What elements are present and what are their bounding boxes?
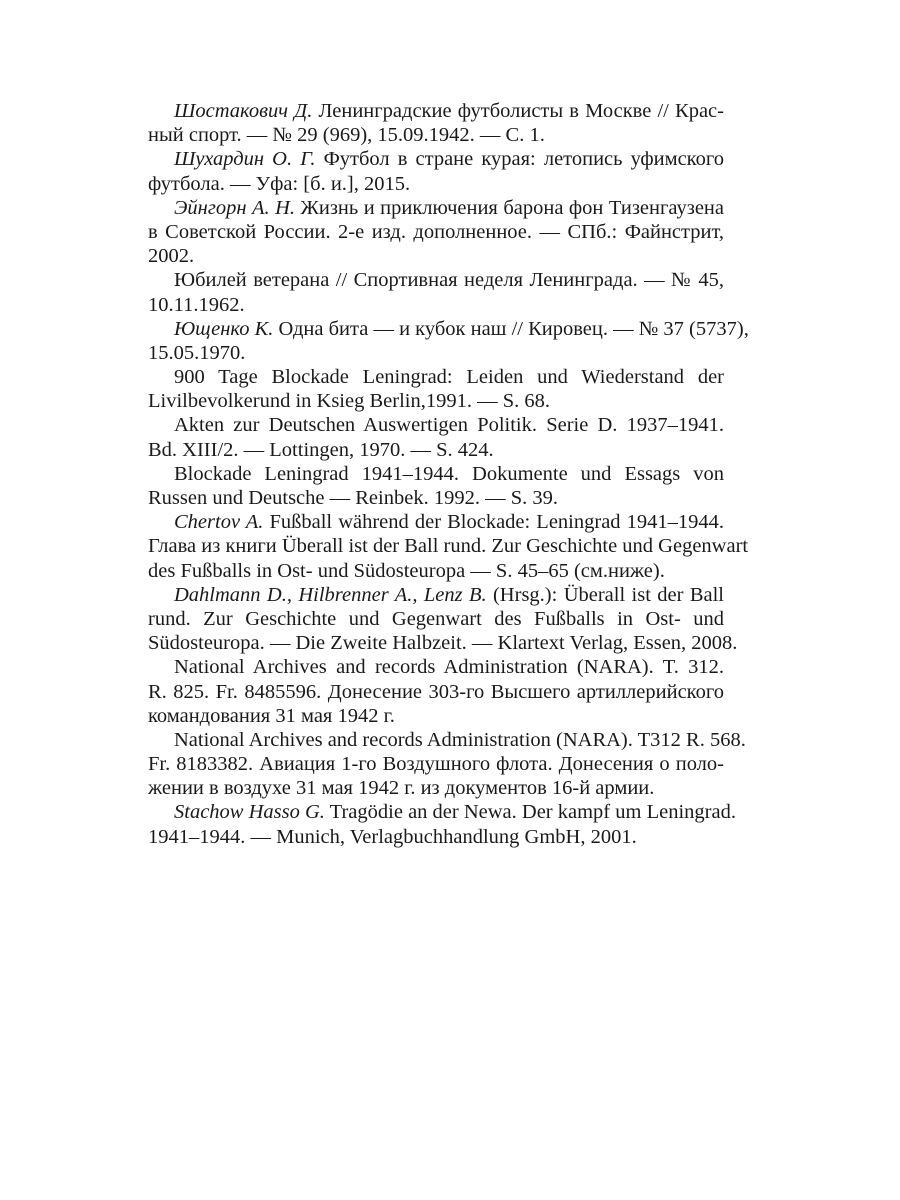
- bibliography-entry: [148, 462, 724, 510]
- bibliography-entry: [148, 365, 724, 413]
- entry-line: [148, 413, 724, 437]
- entry-text: 1941–1944. — Munich, Verlagbuchhandlung GmbH, 2001.: [148, 825, 637, 848]
- entry-text: в Советской России. 2-е изд. дополненное. — СПб.: Файнстрит,: [148, 220, 724, 243]
- bibliography-entry: [148, 147, 724, 195]
- entry-line: [148, 728, 746, 752]
- entry-line: [148, 800, 736, 824]
- entry-text: (Hrsg.): Überall ist der Ball: [486, 583, 724, 606]
- entry-text: Tragödie an der Newa. Der kampf um Leningrad.: [324, 801, 736, 824]
- entry-text: жении в воздухе 31 мая 1942 г. из документов 16-й армии.: [148, 777, 655, 800]
- entry-line: [148, 559, 724, 583]
- entry-text: 900 Tage Blockade Leningrad: Leiden und Wiederstand der: [174, 366, 724, 389]
- entry-line: [148, 680, 724, 704]
- bibliography-entry: [148, 728, 746, 801]
- entry-author: Chertov A.: [174, 511, 264, 534]
- entry-text: Юбилей ветерана // Спортивная неделя Ленинграда. — № 45,: [174, 269, 724, 292]
- entry-line: [148, 293, 724, 317]
- bibliography-entry: [148, 268, 724, 316]
- entry-line: [148, 244, 724, 268]
- bibliography-entry: [148, 317, 749, 365]
- entry-line: [148, 389, 724, 413]
- bibliography-entry: [148, 196, 724, 269]
- entry-author: Эйнгорн А. Н.: [174, 196, 296, 219]
- bibliography-list: [148, 99, 749, 849]
- entry-author: Ющенко К.: [174, 317, 274, 340]
- entry-author: Шостакович Д.: [174, 100, 313, 122]
- entry-text: National Archives and records Administration (NARA). T312 R. 568.: [174, 728, 746, 751]
- entry-line: [148, 196, 724, 220]
- entry-text: Одна бита — и кубок наш // Кировец. — № 37 (5737),: [273, 317, 749, 340]
- bibliography-entry: [148, 655, 724, 728]
- entry-line: [148, 365, 724, 389]
- entry-text: Livilbevolkerund in Ksieg Berlin,1991. — S. 68.: [148, 390, 550, 413]
- entry-text: Глава из книги Überall ist der Ball rund. Zur Geschichte und Gegenwart: [148, 535, 749, 558]
- entry-text: 10.11.1962.: [148, 293, 245, 316]
- entry-line: [148, 220, 724, 244]
- entry-text: 15.05.1970.: [148, 341, 246, 364]
- entry-text: ный спорт. — № 29 (969), 15.09.1942. — С. 1.: [148, 124, 545, 147]
- entry-line: [148, 172, 724, 196]
- entry-text: Bd. XIII/2. — Lottingen, 1970. — S. 424.: [148, 438, 494, 461]
- entry-line: [148, 438, 724, 462]
- bibliography-entry: [148, 510, 749, 583]
- entry-line: [148, 607, 724, 631]
- entry-line: [148, 147, 724, 171]
- bibliography-entry: [148, 99, 724, 147]
- entry-line: [148, 825, 724, 849]
- entry-line: [148, 99, 724, 123]
- entry-line: [148, 268, 724, 292]
- entry-text: Blockade Leningrad 1941–1944. Dokumente und Essags von: [174, 462, 724, 485]
- entry-line: [148, 704, 724, 728]
- entry-line: [148, 462, 724, 486]
- entry-text: Akten zur Deutschen Auswertigen Politik. Serie D. 1937–1941.: [174, 414, 724, 437]
- entry-text: Футбол в стране курая: летопись уфимского: [315, 148, 724, 171]
- entry-text: Südosteuropa. — Die Zweite Halbzeit. — Klartext Verlag, Essen, 2008.: [148, 632, 738, 655]
- entry-text: Жизнь и приключения барона фон Тизенгаузена: [295, 196, 724, 219]
- entry-author: Dahlmann D., Hilbrenner A., Lenz B.: [174, 583, 487, 606]
- bibliography-entry: [148, 583, 738, 656]
- entry-line: [148, 341, 724, 365]
- entry-text: командования 31 мая 1942 г.: [148, 704, 395, 727]
- entry-text: Fußball während der Blockade: Leningrad 1941–1944.: [263, 511, 724, 534]
- bibliography-entry: [148, 800, 736, 848]
- entry-author: Шухардин О. Г.: [174, 148, 316, 171]
- entry-text: des Fußballs in Ost- und Südosteuropa — S. 45–65 (см.ниже).: [148, 559, 665, 582]
- entry-line: [148, 776, 724, 800]
- bibliography-entry: [148, 413, 724, 461]
- entry-text: футбола. — Уфа: [б. и.], 2015.: [148, 172, 411, 195]
- entry-text: 2002.: [148, 245, 195, 268]
- entry-line: [148, 317, 749, 341]
- entry-line: [148, 631, 738, 655]
- entry-text: Fr. 8183382. Авиация 1-го Воздушного флота. Донесения о поло-: [148, 753, 724, 776]
- entry-text: R. 825. Fr. 8485596. Донесение 303-го Высшего артиллерийского: [148, 680, 724, 703]
- entry-author: Stachow Hasso G.: [174, 801, 325, 824]
- entry-line: [148, 583, 724, 607]
- entry-line: [148, 752, 724, 776]
- entry-text: Ленинградские футболисты в Москве // Крас-: [312, 100, 724, 122]
- entry-line: [148, 655, 724, 679]
- entry-line: [148, 486, 724, 510]
- entry-line: [148, 123, 724, 147]
- entry-text: National Archives and records Administration (NARA). T. 312.: [174, 656, 724, 679]
- entry-line: [148, 534, 749, 558]
- entry-text: rund. Zur Geschichte und Gegenwart des Fußballs in Ost- und: [148, 607, 724, 630]
- entry-line: [148, 510, 724, 534]
- entry-text: Russen und Deutsche — Reinbek. 1992. — S. 39.: [148, 487, 558, 509]
